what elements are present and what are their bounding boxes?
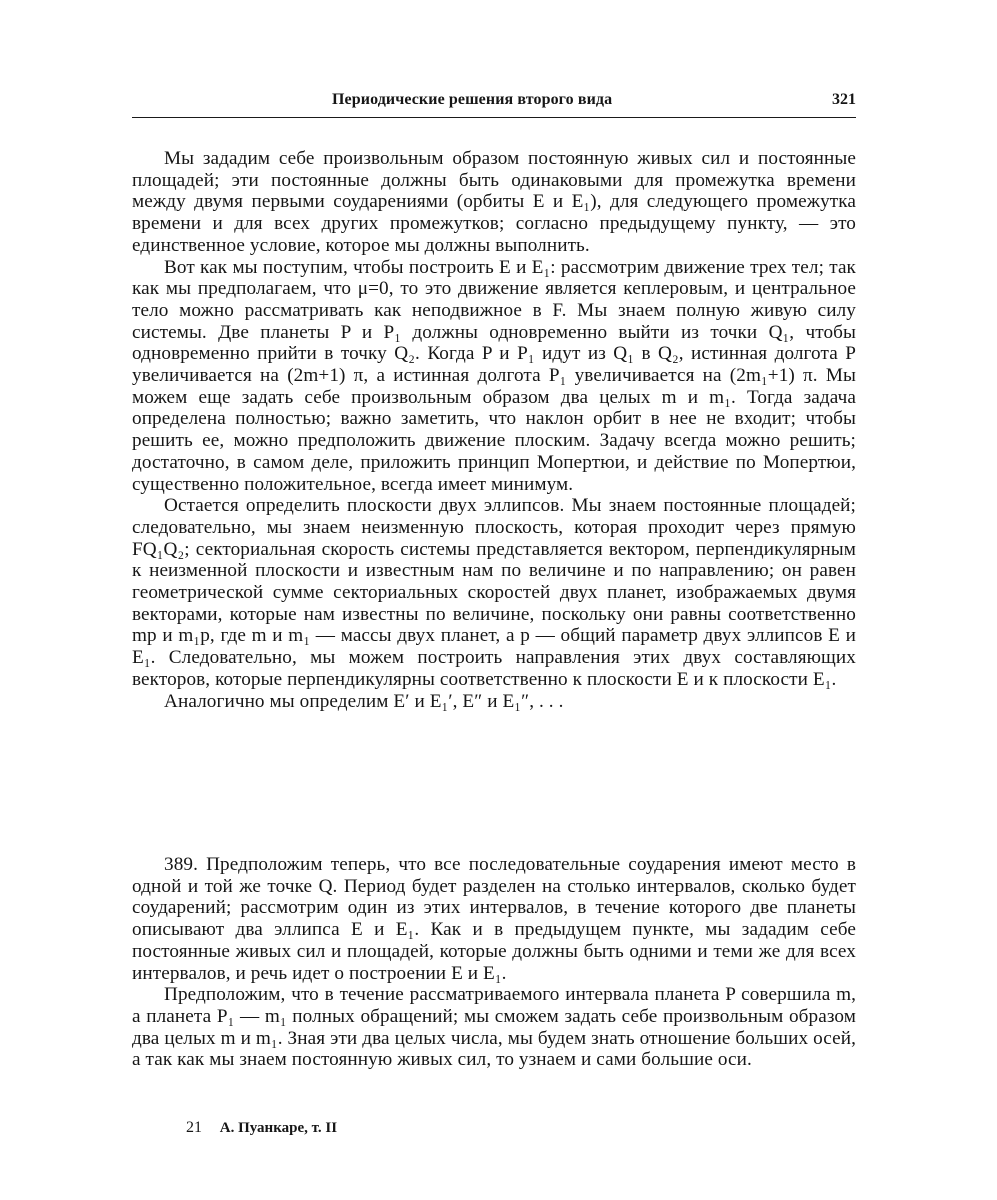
header-title: Периодические решения второго вида xyxy=(332,91,613,108)
paragraph: Вот как мы поступим, чтобы построить E и E₁: рассмотрим движение трех тел; так как мы предполагаем, что μ=0, то это движение является кеплеровым, и центральное тело можно рассматривать как неподвижное в F. Мы знаем полную живую силу системы. Две планеты P и P₁ должны одновременно выйти из точки Q₁, чтобы одновременно прийти в точку Q₂. Когда P и P₁ идут из Q₁ в Q₂, истинная долгота P увеличивается на (2m+1) π, а истинная долгота P₁ увеличивается на (2m₁+1) π. Мы можем еще задать себе произвольным образом два целых m и m₁. Тогда задача определена полностью; важно заметить, что наклон орбит в нее не входит; чтобы решить ее, можно предположить движение плоским. Задачу всегда можно решить; достаточно, в самом деле, приложить принцип Мопертюи, и действие по Мопертюи, существенно положительное, всегда имеет минимум. xyxy=(132,256,856,495)
section-389 xyxy=(132,854,856,1071)
paragraph: Мы зададим себе произвольным образом постоянную живых сил и постоянные площадей; эти постоянные должны быть одинаковыми для промежутка времени между двумя первыми соударениями (орбиты E и E₁), для следующего промежутка времени и для всех других промежутков; согласно предыдущему пункту, — это единственное условие, которое мы должны выполнить. xyxy=(132,148,856,256)
section-388-continuation xyxy=(132,148,856,712)
paragraph: Предположим, что в течение рассматриваемого интервала планета P совершила m, а планета P₁ — m₁ полных обращений; мы сможем задать себе произвольным образом два целых m и m₁. Зная эти два целых числа, мы будем знать отношение больших осей, а так как мы знаем постоянную живых сил, то узнаем и сами большие оси. xyxy=(132,984,856,1071)
page-footer xyxy=(186,1119,337,1137)
running-header xyxy=(132,91,856,118)
paragraph: 389. Предположим теперь, что все последовательные соударения имеют место в одной и той же точке Q. Период будет разделен на столько интервалов, сколько будет соударений; рассмотрим один из этих интервалов, в течение которого две планеты описывают два эллипса E и E₁. Как и в предыдущем пункте, мы зададим себе постоянные живых сил и площадей, которые должны быть одними и теми же для всех интервалов, и речь идет о построении E и E₁. xyxy=(132,854,856,984)
footer-text: А. Пуанкаре, т. II xyxy=(219,1120,338,1136)
signature-mark: 21 xyxy=(186,1119,202,1136)
paragraph: Остается определить плоскости двух эллипсов. Мы знаем постоянные площадей; следовательно, мы знаем неизменную плоскость, которая проходит через прямую FQ₁Q₂; секториальная скорость системы представляется вектором, перпендикулярным к неизменной плоскости и известным нам по величине и по направлению; он равен геометрической сумме секториальных скоростей двух планет, изображаемых двумя векторами, которые нам известны по величине, поскольку они равны соответственно mp и m₁p, где m и m₁ — массы двух планет, а p — общий параметр двух эллипсов E и E₁. Следовательно, мы можем построить направления этих двух составляющих векторов, которые перпендикулярны соответственно к плоскости E и к плоскости E₁. xyxy=(132,495,856,690)
paragraph: Аналогично мы определим E′ и E₁′, E″ и E₁″, . . . xyxy=(164,690,564,712)
page-number: 321 xyxy=(832,91,856,108)
